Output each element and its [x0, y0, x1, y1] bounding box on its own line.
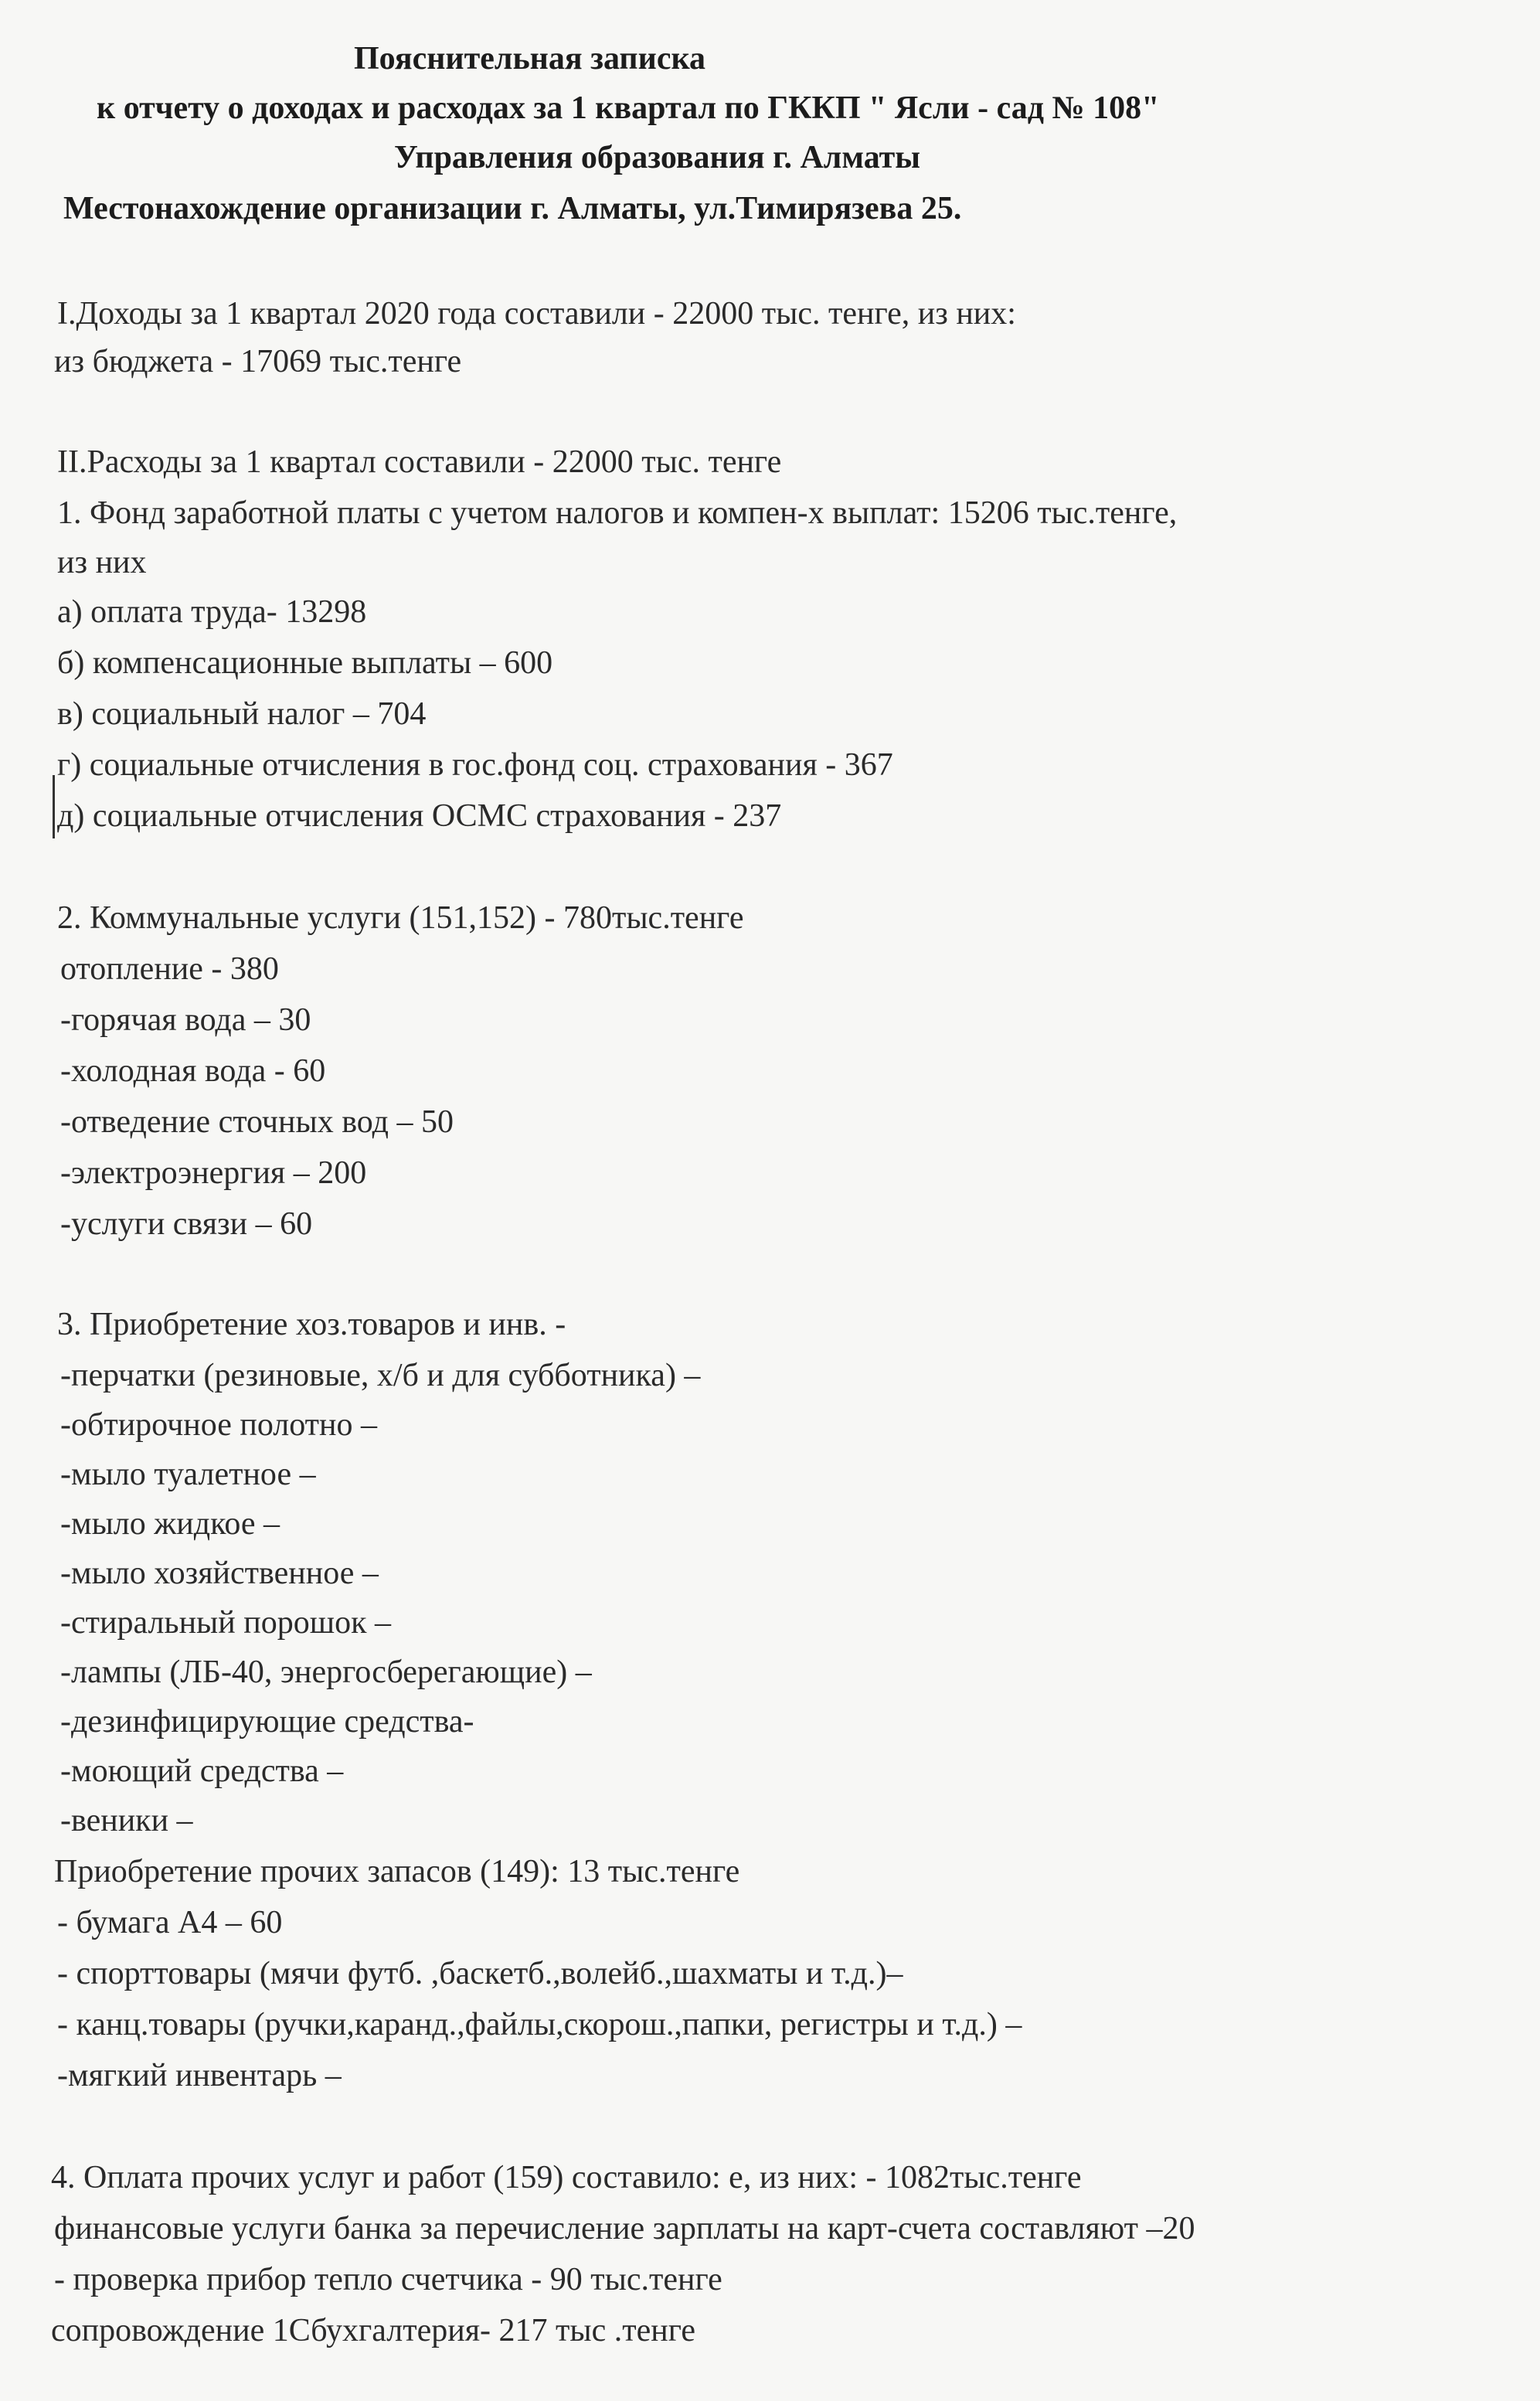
household-item: -стиральный порошок – [60, 1605, 391, 1641]
household-heading: 3. Приобретение хоз.товаров и инв. - [57, 1307, 566, 1342]
household-item: -перчатки (резиновые, х/б и для субботника) – [60, 1358, 701, 1393]
payroll-heading: 1. Фонд заработной платы с учетом налогов и компен-х выплат: 15206 тыс.тенге, [57, 495, 1178, 531]
utilities-heading: 2. Коммунальные услуги (151,152) - 780тыс.тенге [57, 900, 744, 936]
department-line: Управления образования г. Алматы [394, 140, 921, 175]
utilities-item: -отведение сточных вод – 50 [60, 1104, 454, 1140]
household-item: -мыло хозяйственное – [60, 1556, 379, 1591]
household-item: -мыло жидкое – [60, 1506, 280, 1542]
payroll-item: в) социальный налог – 704 [57, 696, 427, 732]
payroll-item: г) социальные отчисления в гос.фонд соц. страхования - 367 [57, 747, 893, 783]
document-title: Пояснительная записка [354, 41, 706, 77]
other-supplies-heading: Приобретение прочих запасов (149): 13 тыс.тенге [54, 1854, 740, 1889]
other-supplies-item: - канц.товары (ручки,каранд.,файлы,скорош.,папки, регистры и т.д.) – [57, 2007, 1022, 2042]
services-heading: 4. Оплата прочих услуг и работ (159) составило: е, из них: - 1082тыс.тенге [51, 2160, 1082, 2195]
income-budget-line: из бюджета - 17069 тыс.тенге [54, 344, 462, 379]
services-item: финансовые услуги банка за перечисление зарплаты на карт-счета составляют –20 [54, 2211, 1195, 2246]
payroll-item: а) оплата труда- 13298 [57, 594, 367, 630]
household-item: -лампы (ЛБ-40, энергосберегающие) – [60, 1655, 592, 1690]
margin-mark [53, 775, 55, 838]
household-item: -дезинфицирующие средства- [60, 1704, 474, 1740]
household-item: -мыло туалетное – [60, 1457, 316, 1492]
other-supplies-item: - спорттовары (мячи футб. ,баскетб.,волейб.,шахматы и т.д.)– [57, 1956, 903, 1991]
other-supplies-item: -мягкий инвентарь – [57, 2058, 342, 2093]
location-line: Местонахождение организации г. Алматы, ул.Тимирязева 25. [63, 191, 962, 226]
payroll-item: д) социальные отчисления ОСМС страхования - 237 [57, 798, 782, 834]
expenses-heading: II.Расходы за 1 квартал составили - 22000 тыс. тенге [57, 444, 782, 480]
utilities-item: отопление - 380 [60, 951, 279, 987]
services-item: - проверка прибор тепло счетчика - 90 тыс.тенге [54, 2262, 722, 2297]
services-item: сопровождение 1Сбухгалтерия- 217 тыс .тенге [51, 2313, 696, 2348]
utilities-item: -электроэнергия – 200 [60, 1155, 367, 1191]
document-subtitle: к отчету о доходах и расходах за 1 квартал по ГККП " Ясли - сад № 108" [97, 90, 1160, 126]
household-item: -моющий средства – [60, 1753, 344, 1789]
utilities-item: -холодная вода - 60 [60, 1053, 326, 1089]
income-heading: I.Доходы за 1 квартал 2020 года составили - 22000 тыс. тенге, из них: [57, 296, 1016, 332]
payroll-subheading: из них [57, 545, 147, 580]
payroll-item: б) компенсационные выплаты – 600 [57, 645, 553, 681]
other-supplies-item: - бумага А4 – 60 [57, 1905, 283, 1940]
household-item: -обтирочное полотно – [60, 1407, 378, 1443]
utilities-item: -услуги связи – 60 [60, 1206, 313, 1242]
utilities-item: -горячая вода – 30 [60, 1002, 311, 1038]
household-item: -веники – [60, 1803, 193, 1838]
